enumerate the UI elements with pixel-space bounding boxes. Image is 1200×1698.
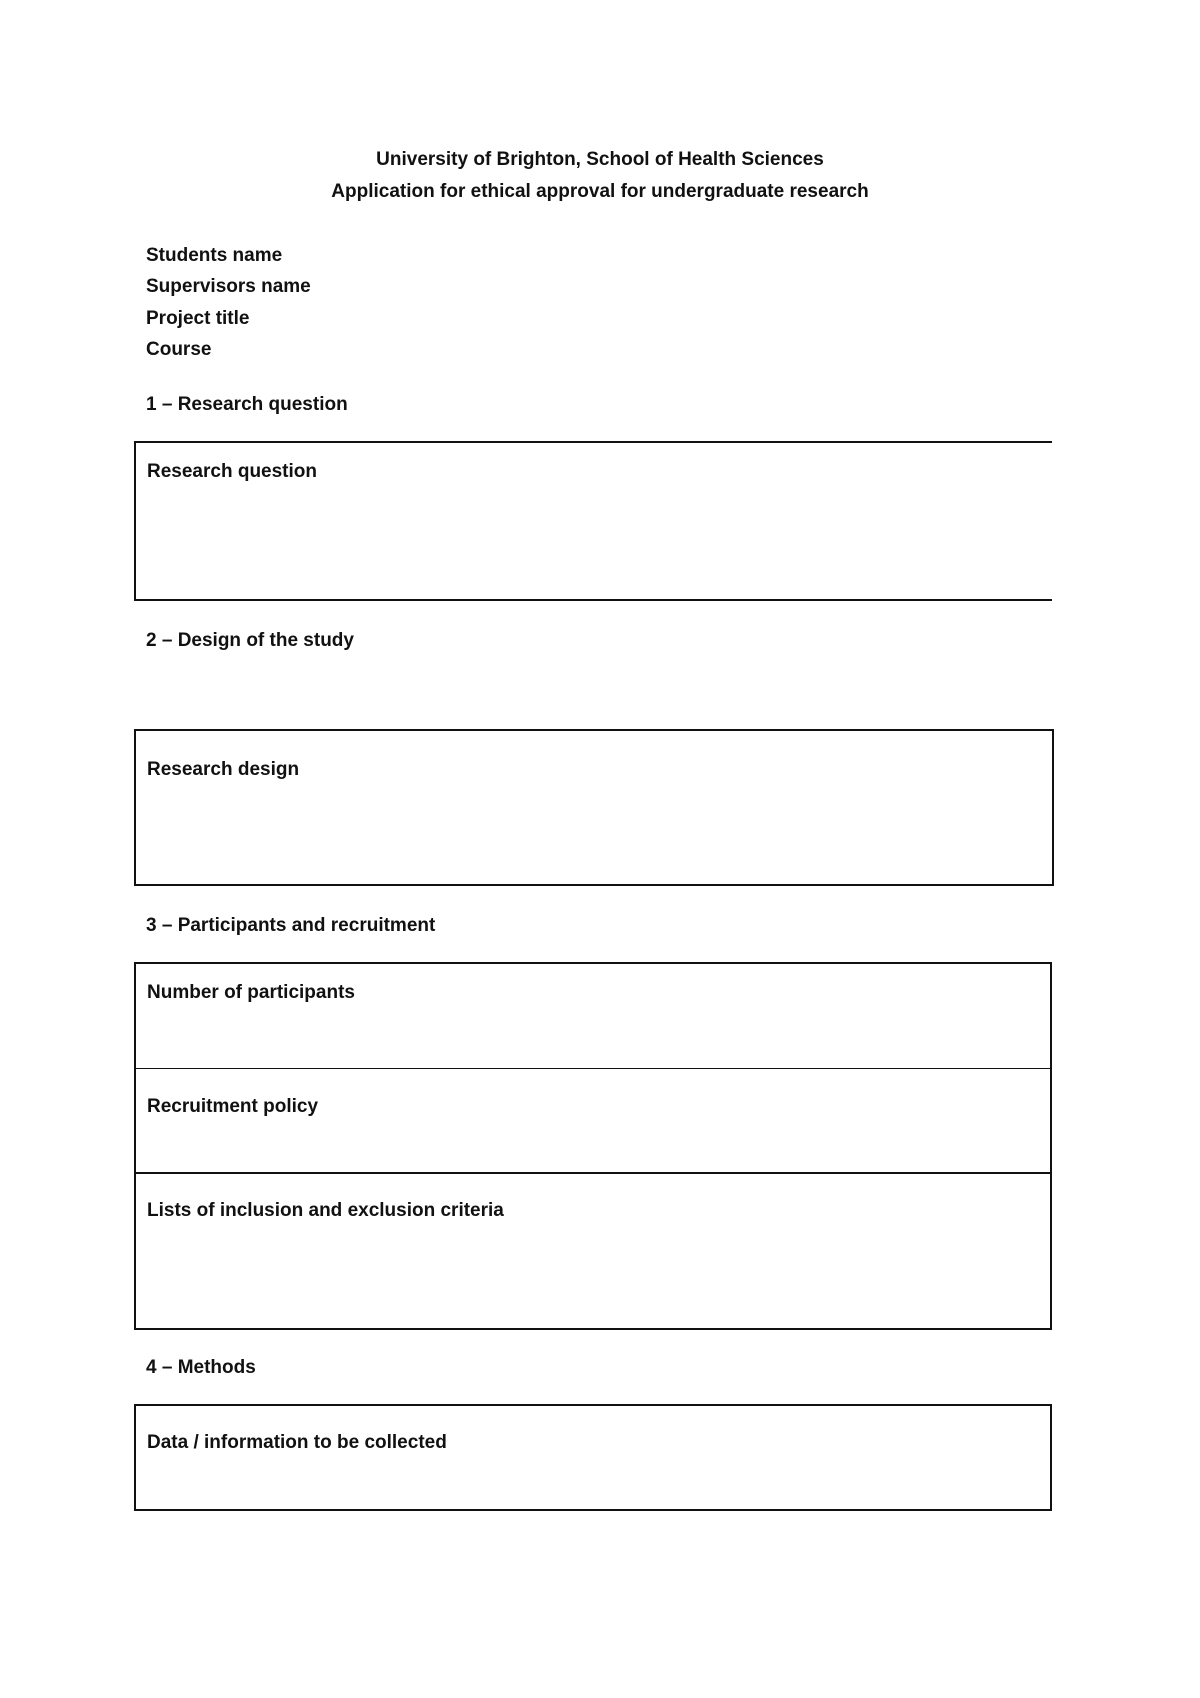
data-collected-label: Data / information to be collected [147, 1432, 447, 1453]
institution-title: University of Brighton, School of Health Sciences [376, 149, 824, 170]
number-of-participants-cell[interactable] [136, 964, 1050, 1068]
section-3-heading: 3 – Participants and recruitment [146, 915, 436, 936]
supervisor-name-label: Supervisors name [146, 276, 311, 297]
student-name-label: Students name [146, 245, 283, 266]
research-question-label: Research question [147, 461, 317, 482]
inclusion-exclusion-cell[interactable] [136, 1172, 1050, 1328]
data-collected-box[interactable] [134, 1404, 1052, 1511]
research-design-label: Research design [147, 759, 300, 780]
section-4-heading: 4 – Methods [146, 1357, 256, 1378]
section-1-heading: 1 – Research question [146, 394, 348, 415]
research-question-box[interactable] [134, 441, 1052, 601]
section-2-heading: 2 – Design of the study [146, 630, 354, 651]
recruitment-policy-label: Recruitment policy [147, 1096, 319, 1117]
participants-table [134, 962, 1052, 1330]
project-title-label: Project title [146, 308, 250, 329]
course-label: Course [146, 339, 212, 360]
inclusion-exclusion-label: Lists of inclusion and exclusion criteria [147, 1200, 504, 1221]
number-of-participants-label: Number of participants [147, 982, 355, 1003]
form-title: Application for ethical approval for undergraduate research [331, 181, 869, 202]
recruitment-policy-cell[interactable] [136, 1068, 1050, 1172]
research-design-box[interactable] [134, 729, 1054, 886]
